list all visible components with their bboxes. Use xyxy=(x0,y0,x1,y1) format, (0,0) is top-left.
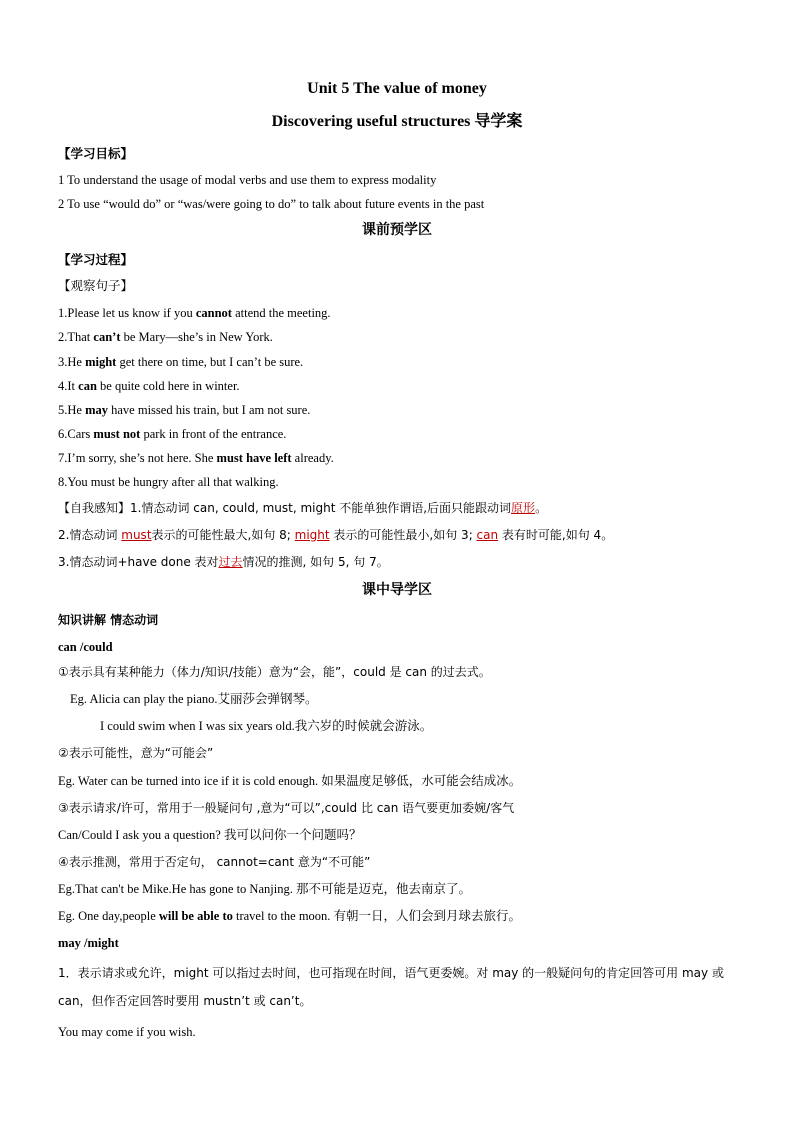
process-header: 【学习过程】 xyxy=(58,252,134,267)
may-point-1: 1．表示请求或允许，might 可以指过去时间，也可指现在时间，语气更委婉。对 may 的一般疑问句的肯定回答可用 may 或 can，但作否定回答时要用 mustn’t 或 can’t。 xyxy=(58,966,724,1008)
can-point-2-example: Eg. Water can be turned into ice if it is cold enough. 如果温度足够低，水可能会结成冰。 xyxy=(58,774,522,788)
sentence-1: 1.Please let us know if you cannot attend the meeting. xyxy=(58,306,331,320)
sentence-4: 4.It can be quite cold here in winter. xyxy=(58,379,240,393)
can-point-5-example: Eg. One day,people will be able to travel to the moon. 有朝一日，人们会到月球去旅行。 xyxy=(58,909,522,923)
sentence-8: 8.You must be hungry after all that walking. xyxy=(58,475,279,489)
can-point-3-example: Can/Could I ask you a question? 我可以问你一个问题吗？ xyxy=(58,828,362,842)
unit-title: Unit 5 The value of money xyxy=(307,80,487,97)
can-point-3: ③表示请求/许可，常用于一般疑问句 ,意为“可以”,could 比 can 语气要更加委婉/客气 xyxy=(58,801,515,815)
can-could-heading: can /could xyxy=(58,640,113,654)
self-perception-1: 【自我感知】1.情态动词 can, could, must, might 不能单独作谓语,后面只能跟动词原形。 xyxy=(58,501,548,515)
sentence-5: 5.He may have missed his train, but I am not sure. xyxy=(58,403,311,417)
self-perception-2: 2.情态动词 must表示的可能性最大,如句 8; might 表示的可能性最小,如句 3; can 表有时可能,如句 4。 xyxy=(58,528,614,542)
lesson-title: Discovering useful structures 导学案 xyxy=(271,113,523,130)
sentence-6: 6.Cars must not park in front of the entrance. xyxy=(58,427,287,441)
may-point-1-example: You may come if you wish. xyxy=(58,1025,196,1039)
can-point-1-example-2: I could swim when I was six years old.我六岁的时候就会游泳。 xyxy=(100,719,433,733)
can-point-1-example-1: Eg. Alicia can play the piano.艾丽莎会弹钢琴。 xyxy=(70,692,318,706)
can-point-4-example: Eg.That can't be Mike.He has gone to Nanjing. 那不可能是迈克，他去南京了。 xyxy=(58,882,471,896)
section-preview-heading: 课前预学区 xyxy=(362,222,432,238)
can-point-1: ①表示具有某种能力（体力/知识/技能）意为“会，能”，could 是 can 的过去式。 xyxy=(58,665,491,679)
section-class-heading: 课中导学区 xyxy=(362,582,432,598)
can-point-4: ④表示推测，常用于否定句， cannot=cant 意为“不可能” xyxy=(58,855,371,869)
goal-1: 1 To understand the usage of modal verbs and use them to express modality xyxy=(58,173,437,187)
sentence-7: 7.I’m sorry, she’s not here. She must have left already. xyxy=(58,451,334,465)
sentence-3: 3.He might get there on time, but I can’t be sure. xyxy=(58,355,304,369)
knowledge-heading: 知识讲解 情态动词 xyxy=(58,613,159,627)
may-might-heading: may /might xyxy=(58,936,119,950)
goals-header: 【学习目标】 xyxy=(58,146,134,161)
sentence-2: 2.That can’t be Mary—she’s in New York. xyxy=(58,330,273,344)
observe-header: 【观察句子】 xyxy=(58,278,134,293)
can-point-2: ②表示可能性，意为“可能会” xyxy=(58,746,214,760)
self-perception-3: 3.情态动词+have done 表对过去情况的推测, 如句 5, 句 7。 xyxy=(58,555,389,569)
goal-2: 2 To use “would do” or “was/were going to do” to talk about future events in the past xyxy=(58,197,485,211)
